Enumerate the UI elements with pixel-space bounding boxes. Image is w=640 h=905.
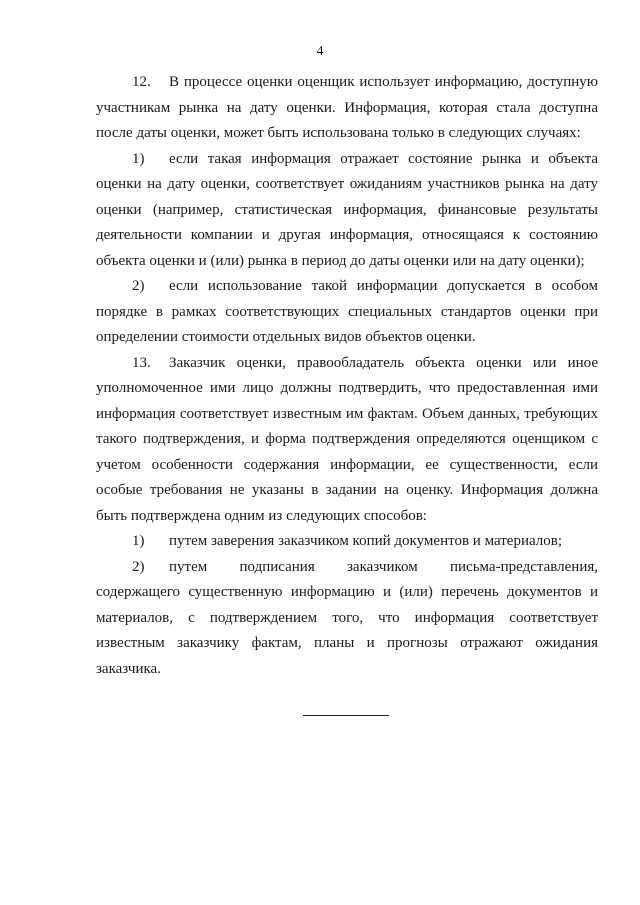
paragraph-number: 2) [132, 558, 145, 575]
paragraph-13-item-2 [96, 555, 598, 683]
paragraph-number: 1) [132, 533, 145, 549]
end-of-document-rule [303, 715, 389, 716]
paragraph-text: если использование такой информации допускается в особом порядке в рамках соответствующих специальных стандартов оценки при определении стоимости отдельных видов объектов оценки. [96, 278, 598, 345]
paragraph-number: 13. [132, 354, 151, 371]
paragraph-number: 1) [132, 150, 145, 167]
paragraph-text: путем подписания заказчиком письма-представления, содержащего существенную информацию и (или) перечень документов и материалов, с подтверждением того, что информация соответствует известным заказчику фактам, планы и прогнозы отражают ожидания заказчика. [96, 558, 598, 677]
paragraph-13-item-1 [96, 529, 598, 555]
paragraph-number: 2) [132, 278, 145, 294]
page-number: 4 [316, 44, 324, 59]
paragraph-text: Заказчик оценки, правообладатель объекта оценки или иное уполномоченное ими лицо должны подтвердить, что предоставленная ими информация соответствует известным им фактам. Объем данных, требующих такого подтверждения, и форма подтверждения определяются оценщиком с учетом особенности содержания информации, ее существенности, если особые требования не указаны в задании на оценку. Информация должна быть подтверждена одним из следующих способов: [96, 354, 598, 524]
paragraph-text: если такая информация отражает состояние рынка и объекта оценки на дату оценки, соответствует ожиданиям участников рынка на дату оценки (например, статистическая информация, финансовые результаты деятельности компании и другая информация, относящаяся к состоянию объекта оценки и (или) рынка в период до даты оценки или на дату оценки); [96, 150, 598, 269]
paragraph-number: 12. [132, 74, 151, 90]
paragraph-12-item-2 [96, 274, 598, 351]
document-body [96, 70, 598, 682]
paragraph-13 [96, 351, 598, 530]
paragraph-text: В процессе оценки оценщик использует информацию, доступную участникам рынка на дату оценки. Информация, которая стала доступна после даты оценки, может быть использована только в следующих случаях: [96, 74, 598, 141]
paragraph-12 [96, 70, 598, 147]
paragraph-12-item-1 [96, 147, 598, 275]
paragraph-text: путем заверения заказчиком копий документов и материалов; [169, 533, 562, 549]
